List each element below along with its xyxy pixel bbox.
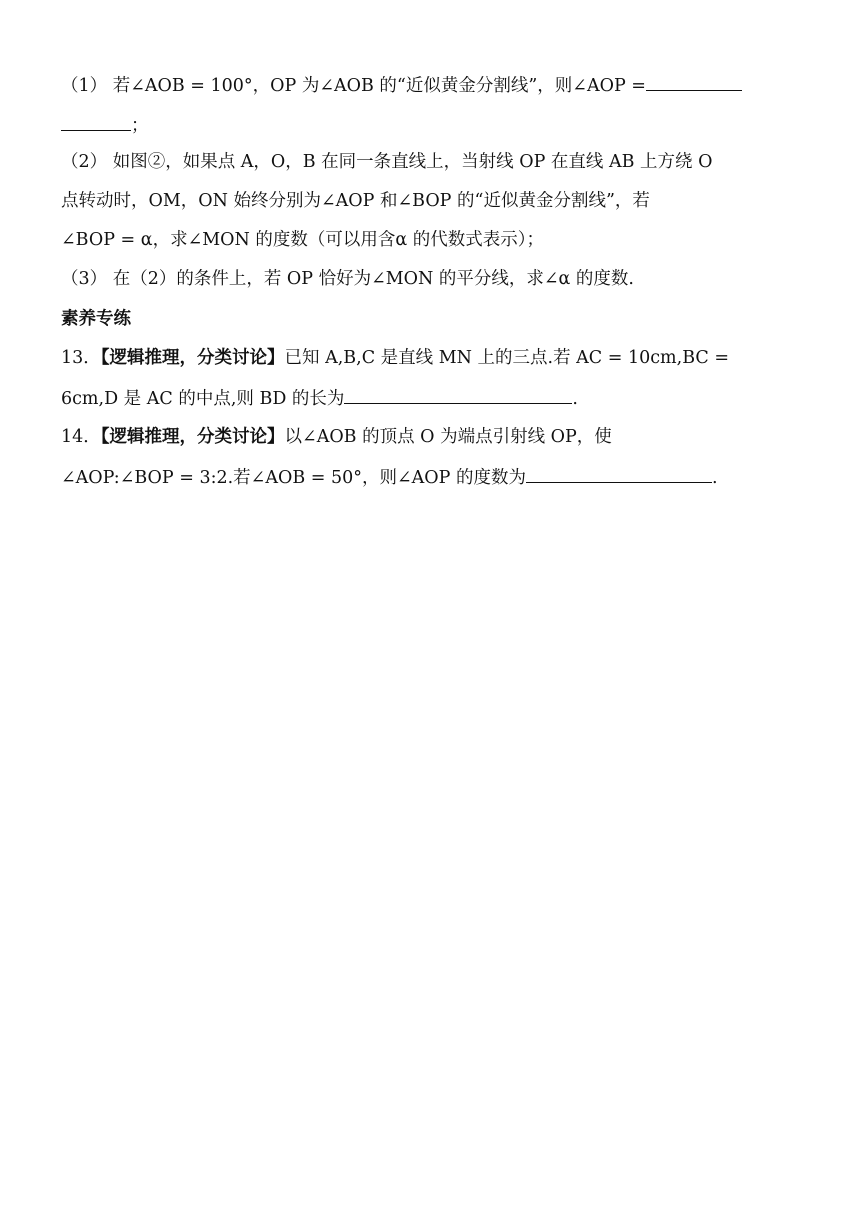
q12-part1-end: ； <box>131 116 149 136</box>
answer-blank[interactable] <box>344 385 572 404</box>
q13-number: 13． <box>61 348 101 368</box>
q13-text-2: 6cm,D 是 AC 的中点,则 BD 的长为 <box>61 389 345 409</box>
q14-tag: 【逻辑推理，分类讨论】 <box>100 427 285 447</box>
answer-blank[interactable] <box>526 464 712 483</box>
q12-part3-line1: （3） 在（2）的条件上，若 OP 恰好为∠MON 的平分线，求∠α 的度数. <box>61 269 634 289</box>
q14-number: 14． <box>61 427 101 447</box>
q12-part1-line1 <box>61 72 804 98</box>
section-title: 素养专练 <box>61 309 131 329</box>
q13-text-1: 已知 A,B,C 是直线 MN 上的三点.若 AC = 10cm,BC = <box>284 348 729 368</box>
q14-line2 <box>61 464 804 490</box>
q13-line2 <box>61 385 804 411</box>
q14-text-2: ∠AOP:∠BOP = 3:2.若∠AOB = 50°，则∠AOP 的度数为 <box>61 468 526 488</box>
q12-part2-line2: 点转动时，OM，ON 始终分别为∠AOP 和∠BOP 的“近似黄金分割线”，若 <box>61 191 650 211</box>
q12-part2-line1: （2） 如图②，如果点 A，O，B 在同一条直线上，当射线 OP 在直线 AB 上方绕 O <box>61 152 713 172</box>
q14-text-1: 以∠AOB 的顶点 O 为端点引射线 OP，使 <box>284 427 612 447</box>
q12-part1-text: （1） 若∠AOB = 100°，OP 为∠AOB 的“近似黄金分割线”，则∠AOP = <box>61 76 646 96</box>
q14-line1 <box>61 425 804 449</box>
answer-blank[interactable] <box>61 112 131 131</box>
q13-tag: 【逻辑推理，分类讨论】 <box>100 348 285 368</box>
q12-part1-line2 <box>61 112 804 138</box>
q12-part2-line3: ∠BOP = α，求∠MON 的度数（可以用含α 的代数式表示）； <box>61 230 545 250</box>
q14-end: . <box>711 468 718 488</box>
answer-blank[interactable] <box>646 72 742 91</box>
q13-end: . <box>572 389 578 409</box>
q13-line1 <box>61 346 804 370</box>
